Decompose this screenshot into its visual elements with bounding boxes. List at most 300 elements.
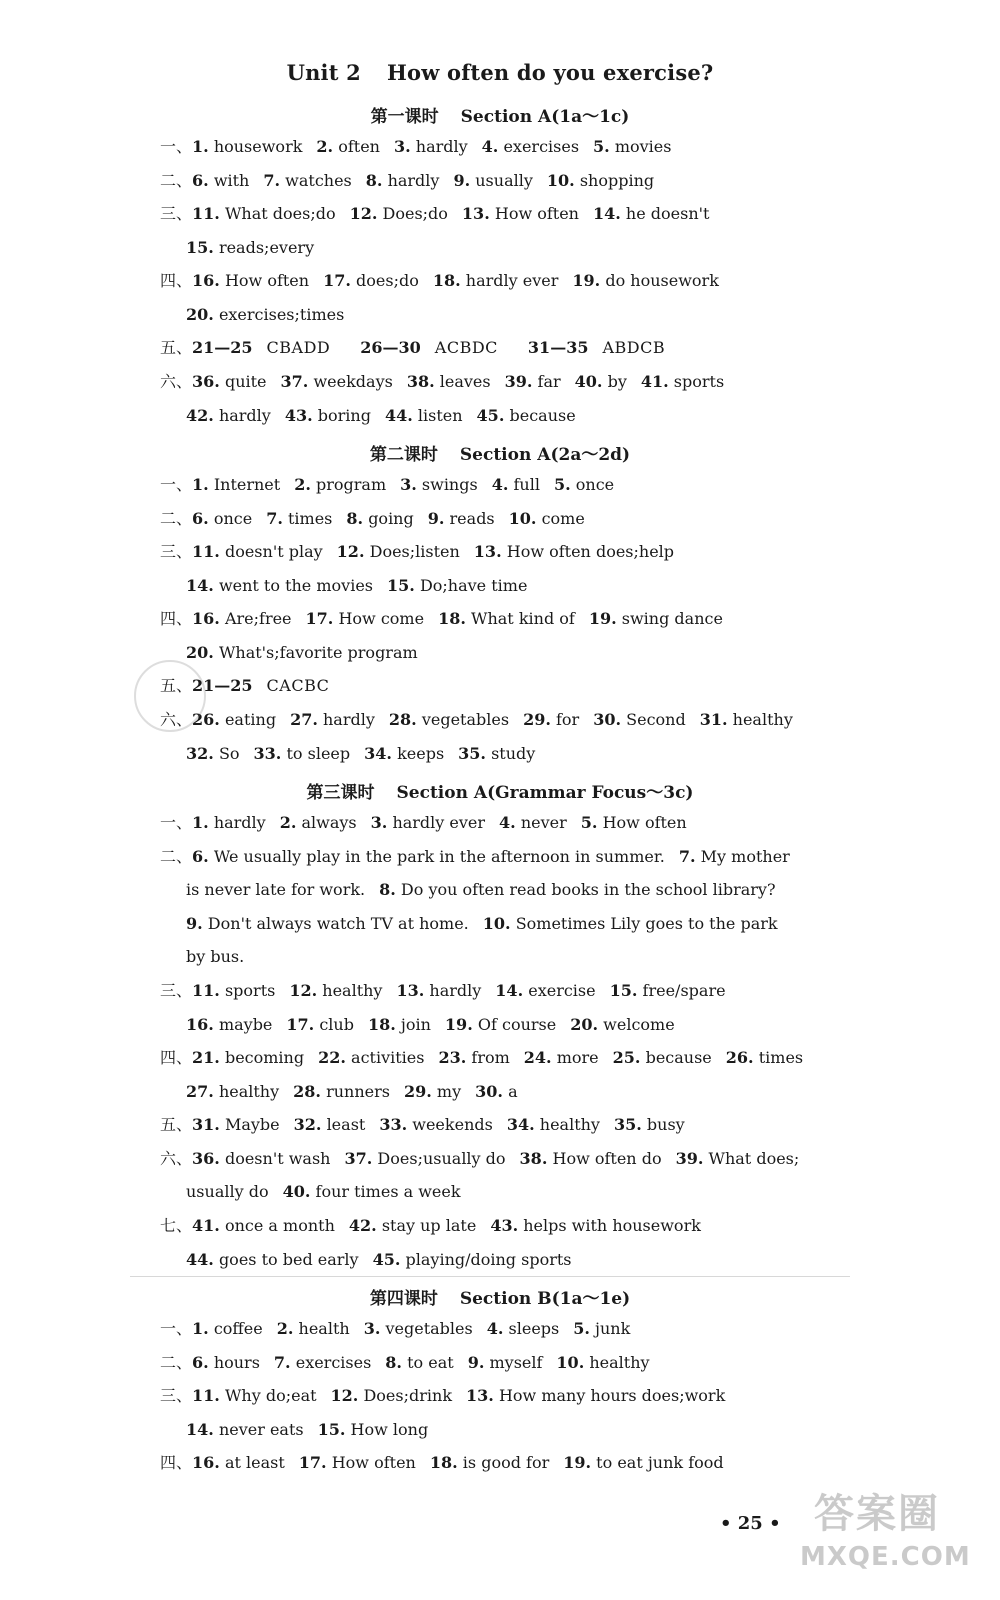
question-number: 10. [508,509,537,528]
answer-text: healthy [218,1082,280,1101]
answer-item [482,137,579,156]
answer-text: swing dance [621,609,723,628]
question-group-marker: 二、 [160,509,193,528]
question-number: 7. [678,847,696,866]
question-number: 16. [192,609,220,628]
question-number: 9. [453,171,471,190]
lesson-label: 第三课时 [306,783,375,803]
answer-item [726,1048,803,1067]
answer-item [323,271,419,290]
question-number: 11. [192,981,220,1000]
answer-item [186,947,244,966]
question-number: 26. [192,710,220,729]
question-number: 20. [186,643,214,662]
answer-item [306,609,425,628]
answer-item [475,1082,517,1101]
answer-item [192,847,665,866]
question-number: 13. [461,204,490,223]
answer-text: always [301,813,357,832]
answer-text: is never late for work. [186,880,366,899]
answer-text: program [315,475,387,494]
answer-text: with [213,171,250,190]
answer-item [186,238,314,257]
question-group-marker: 七、 [160,1216,193,1235]
answer-text: hardly [218,406,271,425]
answer-item [483,914,778,933]
question-number: 2. [316,137,334,156]
answer-text: sports [224,981,276,1000]
question-number: 37. [280,372,309,391]
answer-text: Are;free [224,609,292,628]
question-number: 1. [192,813,209,832]
answer-line [186,879,790,901]
question-number: 39. [675,1149,704,1168]
answer-line [160,270,733,292]
answer-line [186,913,792,935]
answer-line [186,1181,475,1203]
answer-item [445,1015,556,1034]
question-number: 26. [725,1048,754,1067]
choice-answers: CBADD [266,338,331,357]
answer-text: exercises [503,137,580,156]
answer-line [160,508,599,530]
answer-text: went to the movies [218,576,373,595]
answer-line [186,237,328,259]
answer-item [192,204,336,223]
answer-item [192,137,302,156]
answer-item [281,372,393,391]
section-heading-4 [0,1284,1000,1309]
answer-text: full [513,475,540,494]
answer-item [346,509,413,528]
watermark-url: MXQE.COM [800,1542,971,1572]
answer-item [407,372,491,391]
answer-item [192,171,249,190]
question-group-marker: 四、 [160,1048,193,1067]
answer-text: My mother [700,847,790,866]
question-group-marker: 四、 [160,1453,193,1472]
section-name: Section A(1a～1c) [460,107,630,127]
question-number: 20. [186,305,214,324]
answer-text: How long [350,1420,429,1439]
answer-text: playing/doing sports [405,1250,572,1269]
answer-item [293,1082,390,1101]
question-number: 45. [372,1250,401,1269]
answer-text: So [218,744,240,763]
answer-text: activities [351,1048,425,1067]
answer-item [186,1015,272,1034]
answer-text: Second [626,710,686,729]
question-number: 17. [305,609,334,628]
question-number: 19. [588,609,617,628]
answer-item [192,981,275,1000]
answer-text: Maybe [224,1115,280,1134]
answer-text: times [287,509,333,528]
answer-text: club [319,1015,354,1034]
question-number: 44. [186,1250,214,1269]
answer-text: busy [646,1115,685,1134]
answer-line [160,1452,738,1474]
answer-text: How come [338,609,425,628]
answer-item [458,744,535,763]
question-group-marker: 一、 [160,137,193,156]
answer-item [283,1182,461,1201]
answer-item [438,609,575,628]
section-heading-2 [0,440,1000,465]
answer-item [581,813,687,832]
answer-text: goes to bed early [218,1250,359,1269]
answer-text: to eat [407,1353,454,1372]
answer-text: housework [213,137,303,156]
answer-item [318,1420,429,1439]
question-number: 14. [495,981,524,1000]
question-number: 35. [458,744,486,763]
question-group-marker: 三、 [160,981,193,1000]
question-number: 28. [293,1082,321,1101]
answer-item [490,1216,701,1235]
answer-text: once a month [224,1216,335,1235]
answer-text: How often [331,1453,416,1472]
question-number: 6. [192,509,209,528]
question-number: 12. [336,542,365,561]
question-number: 30. [475,1082,503,1101]
answer-text: myself [489,1353,543,1372]
question-group-marker: 一、 [160,475,193,494]
question-number: 14. [186,576,214,595]
question-number: 9. [467,1353,485,1372]
answer-item [299,1453,416,1472]
question-number: 20. [570,1015,599,1034]
answer-text: What does; [708,1149,800,1168]
answer-text: my [436,1082,462,1101]
answer-text: hardly ever [392,813,486,832]
question-number: 42. [348,1216,377,1235]
answer-item [192,542,323,561]
question-number: 21. [192,1048,220,1067]
answer-item [186,643,418,662]
question-number: 13. [396,981,425,1000]
answer-item [186,1420,304,1439]
answer-text: Do;have time [419,576,528,595]
question-number: 11. [192,542,220,561]
answer-text: hardly [323,710,375,729]
answer-item [466,1386,725,1405]
question-number: 3. [393,137,411,156]
question-number: 29. [403,1082,432,1101]
answer-item [331,1386,452,1405]
answer-text: healthy [589,1353,650,1372]
answer-item [573,1319,630,1338]
answer-text: weekdays [313,372,393,391]
answer-item [404,1082,461,1101]
question-group-marker: 二、 [160,171,193,190]
question-number: 19. [444,1015,473,1034]
answer-text: Why do;eat [224,1386,317,1405]
answer-item [350,204,448,223]
question-number: 22. [318,1048,346,1067]
question-number: 43. [490,1216,519,1235]
answer-line [186,575,541,597]
question-group-marker: 一、 [160,1319,193,1338]
question-number: 40. [574,372,603,391]
answer-item [641,372,724,391]
question-number: 10. [556,1353,585,1372]
answer-item [387,576,527,595]
question-number: 14. [592,204,621,223]
answer-text: to eat junk food [596,1453,724,1472]
question-number: 1. [192,475,209,494]
answer-item [575,372,627,391]
answer-item [433,271,559,290]
lesson-label: 第一课时 [370,107,439,127]
question-number: 17. [298,1453,327,1472]
answer-text: hardly [387,171,440,190]
answer-item [570,1015,674,1034]
question-number: 18. [429,1453,458,1472]
question-number: 8. [385,1353,402,1372]
answer-item [186,1250,359,1269]
answer-text: study [491,744,536,763]
question-number: 1. [192,137,209,156]
question-number: 2. [279,813,297,832]
question-number: 8. [379,880,396,899]
answer-text: is good for [462,1453,550,1472]
answer-text: at least [224,1453,285,1472]
answer-item [286,1015,354,1034]
answer-text: shopping [579,171,655,190]
question-number: 31. [699,710,728,729]
answer-item [505,372,561,391]
answer-text: because [509,406,576,425]
answer-item [192,372,267,391]
answer-text: Don't always watch TV at home. [207,914,469,933]
answer-item [192,1048,304,1067]
answer-text: hardly [429,981,482,1000]
answer-item [679,847,790,866]
answer-text: health [298,1319,350,1338]
answer-text: runners [326,1082,390,1101]
answer-item [290,710,375,729]
answer-text: How often [602,813,687,832]
question-number: 39. [504,372,533,391]
question-number: 3. [370,813,388,832]
question-number: 25. [612,1048,641,1067]
question-group-marker: 六、 [160,1149,193,1168]
answer-line [160,1318,644,1340]
question-number: 10. [482,914,511,933]
answer-line [160,709,807,731]
answer-item [547,171,654,190]
answer-text: healthy [539,1115,600,1134]
answer-item [373,1250,572,1269]
answer-text: by bus. [186,947,245,966]
answer-text: healthy [732,710,793,729]
question-number: 33. [253,744,282,763]
question-number: 3. [400,475,417,494]
question-number: 40. [282,1182,311,1201]
answer-item [192,271,309,290]
answer-line [160,1047,817,1069]
question-number: 38. [519,1149,548,1168]
question-group-marker: 三、 [160,542,193,561]
answer-line [186,1081,532,1103]
answer-item [379,880,775,899]
answer-item [524,1048,599,1067]
answer-text: more [556,1048,599,1067]
answer-item [554,475,614,494]
answer-text: doesn't wash [224,1149,331,1168]
question-number: 2. [276,1319,294,1338]
answer-text: usually do [186,1182,269,1201]
answer-item [186,1182,269,1201]
lesson-label: 第四课时 [369,1289,438,1309]
question-number: 44. [384,406,413,425]
answer-item [396,981,481,1000]
answer-line [186,1419,442,1441]
question-number: 31. [192,1115,220,1134]
answer-line [160,541,688,563]
question-number: 32. [186,744,214,763]
answer-line [160,1148,813,1170]
answer-item [294,475,386,494]
answer-item [613,1048,712,1067]
question-number: 29. [523,710,551,729]
answer-text: How often do [552,1149,662,1168]
question-number: 6. [192,847,209,866]
answer-text: weekends [412,1115,493,1134]
answer-text: boring [317,406,371,425]
answer-item [520,1149,662,1168]
watermark-logo [800,1480,990,1590]
answer-text: hours [213,1353,260,1372]
answer-text: for [556,710,580,729]
question-number: 41. [640,372,669,391]
answer-item [453,171,532,190]
answer-item [368,1015,431,1034]
question-range: 31—35 [527,338,589,357]
answer-text: never [520,813,567,832]
question-number: 8. [365,171,383,190]
question-group-marker: 五、 [160,676,193,695]
answer-item [192,1149,330,1168]
answer-text: leaves [439,372,491,391]
question-number: 8. [346,509,364,528]
answer-text: once [575,475,615,494]
answer-item [186,744,240,763]
question-number: 24. [523,1048,552,1067]
answer-item [468,1353,543,1372]
answer-line [160,474,628,496]
answer-item [186,914,469,933]
section-heading-3 [0,778,1000,803]
page-number: • 25 • [720,1513,781,1534]
question-number: 7. [263,171,281,190]
question-number: 9. [186,914,203,933]
question-number: 4. [491,475,509,494]
question-number: 27. [290,710,318,729]
answer-item [394,137,468,156]
answer-item [385,1353,453,1372]
answer-item [192,1453,285,1472]
question-group-marker: 四、 [160,271,193,290]
question-number: 12. [289,981,318,1000]
answer-text: hardly [213,813,266,832]
answer-item [438,1048,509,1067]
question-range: 21—25 [192,338,253,357]
answer-text: becoming [224,1048,305,1067]
question-number: 12. [349,204,378,223]
answer-line [160,1385,739,1407]
question-number: 5. [580,813,598,832]
question-number: 4. [481,137,499,156]
answer-text: junk [595,1319,631,1338]
question-number: 19. [563,1453,592,1472]
question-number: 17. [323,271,351,290]
question-number: 34. [364,744,392,763]
answer-item [192,1353,260,1372]
answer-text: doesn't play [224,542,323,561]
answer-line [186,946,258,968]
answer-item [364,1319,473,1338]
answer-text: far [537,372,561,391]
answer-item [192,1115,280,1134]
answer-item [523,710,579,729]
unit-title [0,60,1000,85]
answer-text: Of course [477,1015,557,1034]
answer-text: eating [224,710,277,729]
question-number: 35. [613,1115,642,1134]
section-name: Section A(Grammar Focus～3c) [396,783,694,803]
answer-item [186,305,344,324]
question-group-marker: 二、 [160,847,193,866]
answer-line [160,980,740,1002]
question-number: 4. [486,1319,504,1338]
answer-text: times [758,1048,804,1067]
answer-text: exercises [295,1353,372,1372]
answer-text: Does;usually do [377,1149,506,1168]
answer-item [492,475,540,494]
answer-text: free/spare [642,981,726,1000]
question-number: 3. [363,1319,381,1338]
answer-item [316,137,380,156]
answer-text: come [541,509,585,528]
answer-text: exercises;times [218,305,345,324]
page-divider [130,1276,850,1277]
answer-line [186,405,590,427]
answer-text: exercise [528,981,596,1000]
question-number: 30. [593,710,622,729]
answer-text: How often [224,271,310,290]
answer-text: swings [421,475,478,494]
question-group-marker: 六、 [160,372,193,391]
answer-text: Does;listen [369,542,460,561]
answer-item [285,406,371,425]
answer-item [277,1319,350,1338]
answer-text: maybe [218,1015,273,1034]
answer-text: We usually play in the park in the afternoon in summer. [213,847,665,866]
question-number: 45. [476,406,505,425]
answer-text: least [326,1115,366,1134]
answer-item [280,813,357,832]
question-number: 15. [387,576,415,595]
question-number: 5. [593,137,610,156]
answer-item [700,710,793,729]
answer-text: from [471,1048,510,1067]
answer-text: hardly ever [465,271,559,290]
question-number: 38. [406,372,435,391]
answer-item [186,880,365,899]
answer-line [160,337,695,359]
